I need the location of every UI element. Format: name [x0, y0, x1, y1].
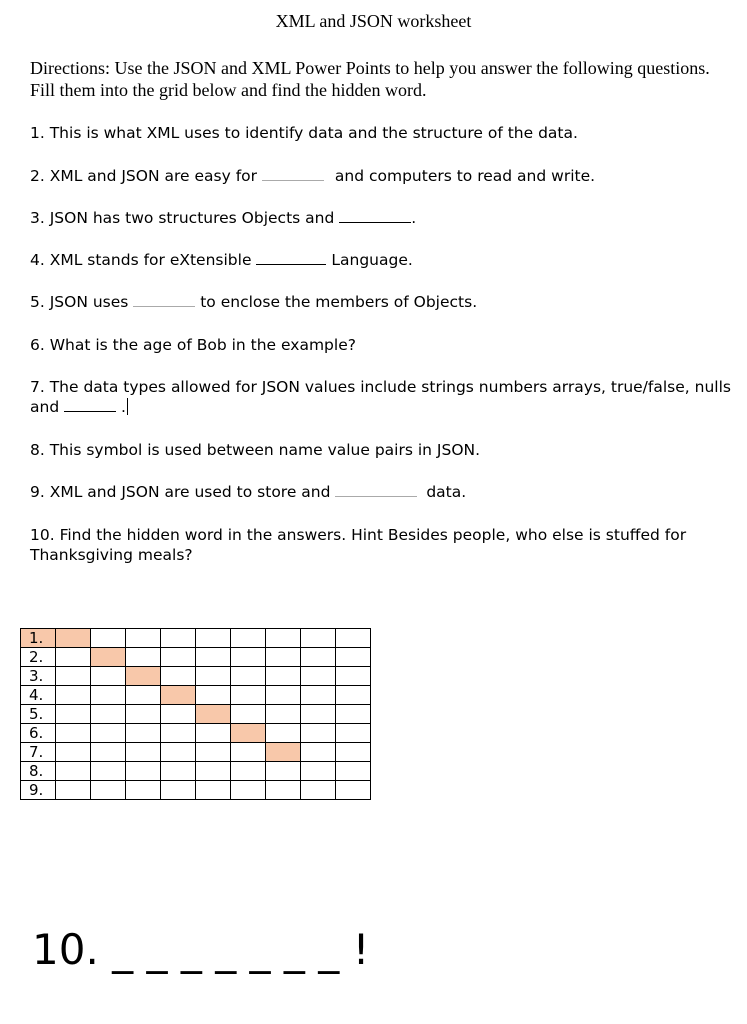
- grid-row-number: 8.: [21, 762, 56, 781]
- grid-cell[interactable]: [126, 724, 161, 743]
- grid-cell[interactable]: [91, 781, 126, 800]
- grid-row-number: 6.: [21, 724, 56, 743]
- hidden-word-answer: [32, 925, 369, 975]
- grid-row: [21, 686, 371, 705]
- grid-cell[interactable]: [266, 781, 301, 800]
- question-5: [30, 292, 735, 312]
- question-9: [30, 482, 735, 502]
- grid-cell[interactable]: [336, 686, 371, 705]
- question-3: [30, 208, 735, 228]
- grid-row: [21, 762, 371, 781]
- grid-cell[interactable]: [231, 629, 266, 648]
- grid-cell[interactable]: [126, 686, 161, 705]
- worksheet-title: XML and JSON worksheet: [275, 11, 472, 31]
- grid-cell[interactable]: [301, 781, 336, 800]
- question-6: 6. What is the age of Bob in the example?: [30, 336, 356, 354]
- grid-cell[interactable]: [266, 667, 301, 686]
- grid-cell[interactable]: [336, 667, 371, 686]
- grid-cell[interactable]: [231, 762, 266, 781]
- grid-cell[interactable]: [91, 724, 126, 743]
- question-4-blank[interactable]: [256, 250, 326, 265]
- question-7-text-b: .: [121, 398, 126, 416]
- grid-cell[interactable]: [266, 686, 301, 705]
- grid-cell[interactable]: [196, 667, 231, 686]
- grid-cell[interactable]: [266, 762, 301, 781]
- grid-cell-highlighted[interactable]: [126, 667, 161, 686]
- directions-text: Directions: Use the JSON and XML Power Points to help you answer the following questions. Fill them into the grid below and find the hidden word.: [30, 58, 710, 100]
- grid-cell[interactable]: [196, 629, 231, 648]
- grid-cell[interactable]: [231, 667, 266, 686]
- grid-cell[interactable]: [56, 667, 91, 686]
- grid-cell-highlighted[interactable]: [91, 648, 126, 667]
- question-5-text-a: 5. JSON uses: [30, 293, 129, 311]
- grid-cell[interactable]: [161, 781, 196, 800]
- grid-cell[interactable]: [126, 762, 161, 781]
- grid-cell[interactable]: [336, 724, 371, 743]
- grid-cell[interactable]: [336, 743, 371, 762]
- grid-row-number: 1.: [21, 629, 56, 648]
- grid-cell[interactable]: [91, 705, 126, 724]
- grid-cell[interactable]: [56, 724, 91, 743]
- grid-cell[interactable]: [56, 781, 91, 800]
- grid-cell[interactable]: [196, 648, 231, 667]
- grid-row-number: 9.: [21, 781, 56, 800]
- grid-cell[interactable]: [91, 667, 126, 686]
- question-2-text-b: and computers to read and write.: [334, 167, 596, 185]
- grid-row-number: 3.: [21, 667, 56, 686]
- answer-prefix: 10.: [32, 925, 99, 974]
- question-8: 8. This symbol is used between name value pairs in JSON.: [30, 441, 481, 459]
- grid-cell[interactable]: [231, 705, 266, 724]
- grid-cell-highlighted[interactable]: [231, 724, 266, 743]
- grid-row: [21, 781, 371, 800]
- question-5-blank[interactable]: [133, 292, 195, 307]
- grid-cell[interactable]: [266, 705, 301, 724]
- grid-cell[interactable]: [301, 648, 336, 667]
- question-7-text-a: 7. The data types allowed for JSON values include strings numbers arrays, true/false, nulls and: [30, 378, 731, 416]
- grid-cell-highlighted[interactable]: [266, 743, 301, 762]
- grid-cell[interactable]: [56, 705, 91, 724]
- grid-cell[interactable]: [91, 762, 126, 781]
- grid-cell[interactable]: [336, 781, 371, 800]
- grid-row-number: 2.: [21, 648, 56, 667]
- answer-blanks[interactable]: _ _ _ _ _ _ _: [112, 925, 340, 974]
- grid-row-number: 4.: [21, 686, 56, 705]
- question-4: [30, 250, 735, 270]
- grid-cell[interactable]: [56, 648, 91, 667]
- grid-row: [21, 629, 371, 648]
- grid-cell[interactable]: [161, 762, 196, 781]
- grid-cell[interactable]: [196, 743, 231, 762]
- answer-suffix: !: [352, 925, 370, 974]
- text-cursor: [127, 398, 128, 415]
- grid-cell[interactable]: [56, 743, 91, 762]
- question-2-text-a: 2. XML and JSON are easy for: [30, 167, 258, 185]
- grid-cell[interactable]: [161, 629, 196, 648]
- grid-cell[interactable]: [126, 781, 161, 800]
- question-3-text-b: .: [411, 209, 417, 227]
- grid-cell[interactable]: [126, 705, 161, 724]
- grid-cell[interactable]: [231, 648, 266, 667]
- grid-cell[interactable]: [161, 743, 196, 762]
- grid-cell[interactable]: [231, 781, 266, 800]
- grid-cell[interactable]: [336, 705, 371, 724]
- grid-cell[interactable]: [56, 686, 91, 705]
- question-9-text-b: data.: [426, 483, 467, 501]
- question-2: [30, 166, 735, 186]
- grid-cell[interactable]: [336, 762, 371, 781]
- grid-cell[interactable]: [91, 629, 126, 648]
- grid-cell-highlighted[interactable]: [161, 686, 196, 705]
- grid-cell[interactable]: [301, 629, 336, 648]
- grid-cell[interactable]: [301, 705, 336, 724]
- grid-cell[interactable]: [91, 743, 126, 762]
- grid-cell[interactable]: [161, 705, 196, 724]
- question-4-text-b: Language.: [331, 251, 413, 269]
- grid-cell[interactable]: [196, 781, 231, 800]
- grid-cell[interactable]: [196, 686, 231, 705]
- grid-cell[interactable]: [91, 686, 126, 705]
- grid-cell[interactable]: [301, 686, 336, 705]
- question-3-text-a: 3. JSON has two structures Objects and: [30, 209, 335, 227]
- grid-cell[interactable]: [231, 743, 266, 762]
- grid-cell-highlighted[interactable]: [56, 629, 91, 648]
- question-2-blank[interactable]: [262, 166, 324, 181]
- question-9-text-a: 9. XML and JSON are used to store and: [30, 483, 331, 501]
- grid-cell[interactable]: [126, 648, 161, 667]
- grid-row: [21, 705, 371, 724]
- grid-cell[interactable]: [336, 629, 371, 648]
- grid-row-number: 7.: [21, 743, 56, 762]
- grid-row: [21, 648, 371, 667]
- grid-row: [21, 667, 371, 686]
- grid-row: [21, 743, 371, 762]
- question-4-text-a: 4. XML stands for eXtensible: [30, 251, 252, 269]
- grid-row: [21, 724, 371, 743]
- question-3-blank[interactable]: [339, 208, 411, 223]
- grid-cell[interactable]: [56, 762, 91, 781]
- grid-cell[interactable]: [161, 667, 196, 686]
- question-7: [30, 377, 735, 417]
- grid-cell[interactable]: [196, 724, 231, 743]
- question-5-text-b: to enclose the members of Objects.: [200, 293, 478, 311]
- grid-cell[interactable]: [301, 743, 336, 762]
- grid-cell[interactable]: [196, 762, 231, 781]
- grid-cell[interactable]: [336, 648, 371, 667]
- grid-cell[interactable]: [126, 629, 161, 648]
- grid-cell[interactable]: [301, 667, 336, 686]
- grid-cell[interactable]: [266, 648, 301, 667]
- question-7-blank[interactable]: [64, 397, 116, 412]
- grid-cell[interactable]: [266, 629, 301, 648]
- grid-cell[interactable]: [301, 724, 336, 743]
- question-1: 1. This is what XML uses to identify data and the structure of the data.: [30, 124, 578, 142]
- grid-cell[interactable]: [126, 743, 161, 762]
- grid-cell-highlighted[interactable]: [196, 705, 231, 724]
- grid-cell[interactable]: [266, 724, 301, 743]
- grid-row-number: 5.: [21, 705, 56, 724]
- crossword-grid: [20, 628, 371, 800]
- grid-cell[interactable]: [231, 686, 266, 705]
- question-10: 10. Find the hidden word in the answers. Hint Besides people, who else is stuffed for Thanksgiving meals?: [30, 526, 687, 564]
- grid-cell[interactable]: [161, 724, 196, 743]
- question-9-blank[interactable]: [335, 482, 417, 497]
- grid-cell[interactable]: [301, 762, 336, 781]
- grid-cell[interactable]: [161, 648, 196, 667]
